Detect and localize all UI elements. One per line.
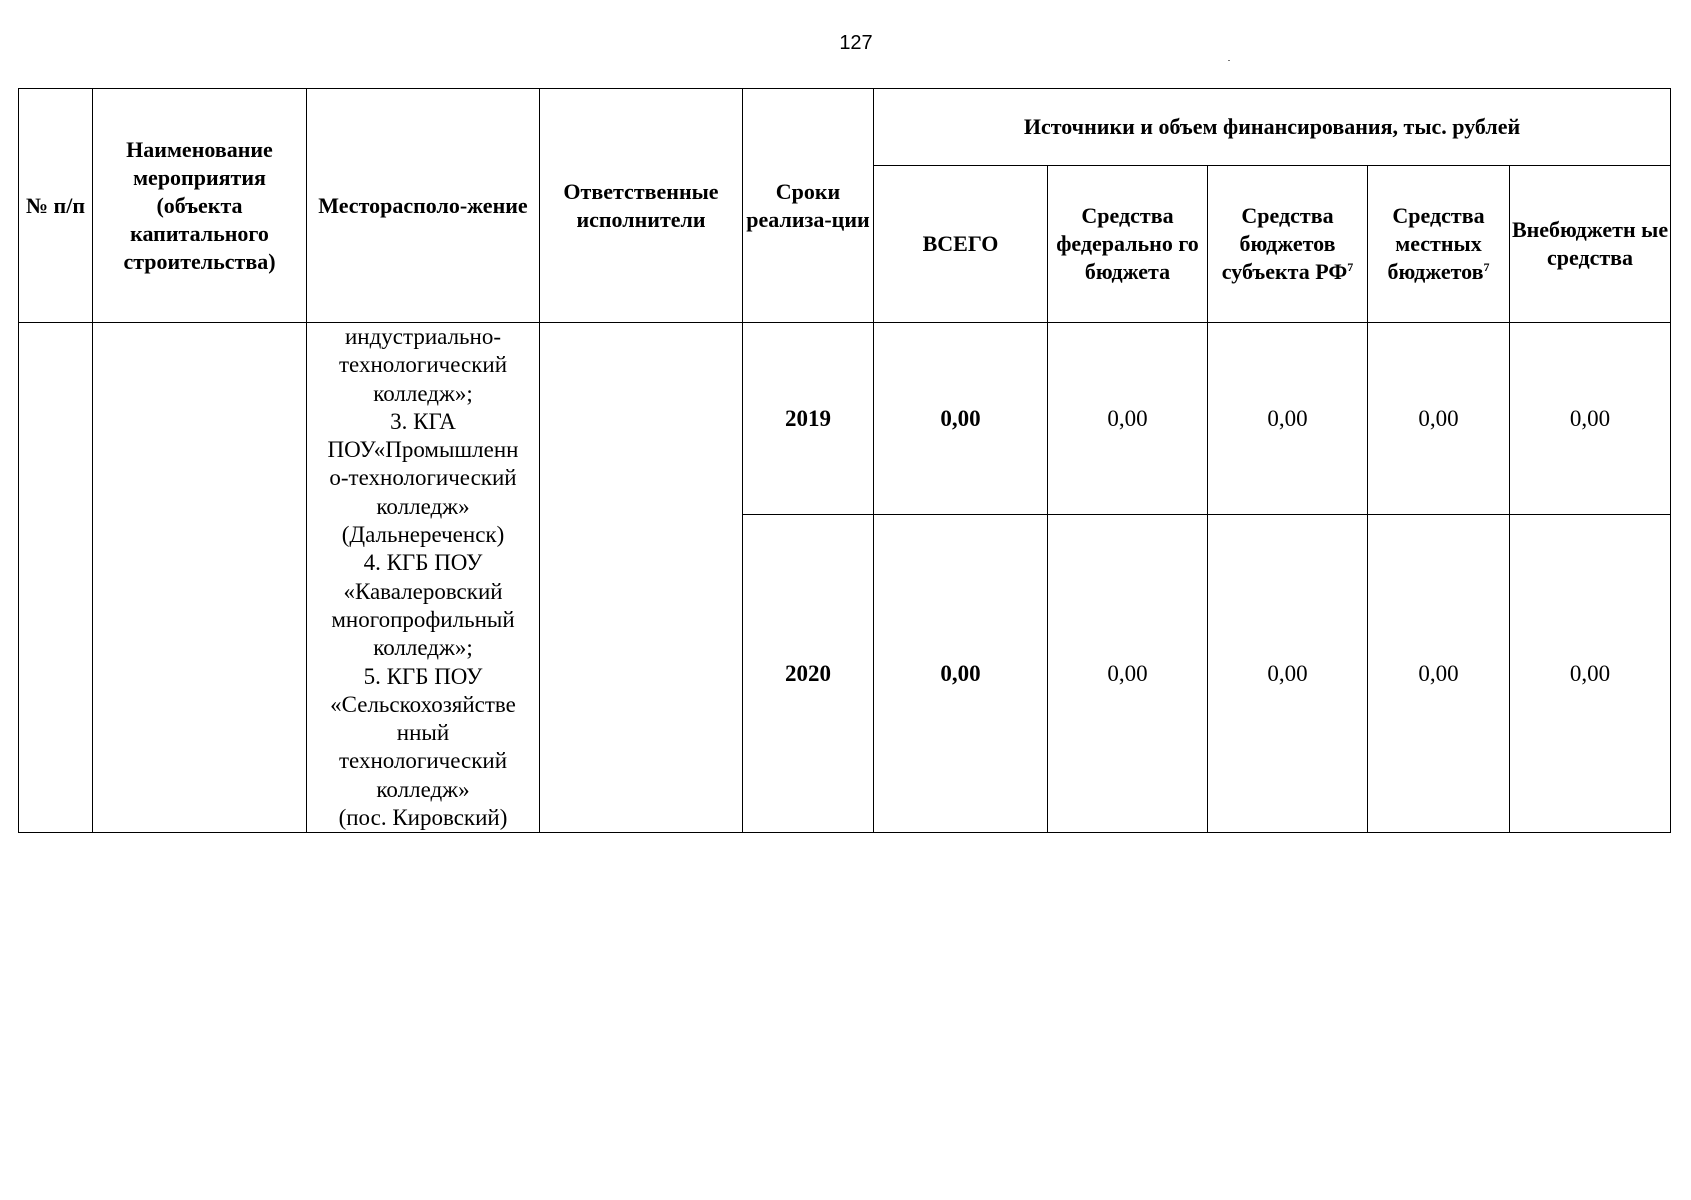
cell-executors — [540, 323, 743, 833]
header-financing-group: Источники и объем финансирования, тыс. рублей — [874, 89, 1671, 166]
location-line: 5. КГБ ПОУ — [363, 663, 483, 689]
location-line: колледж»; — [373, 635, 473, 661]
location-line: колледж» — [376, 493, 470, 519]
header-row-1 — [19, 89, 1671, 166]
cell-name — [93, 323, 307, 833]
header-local-footnote: 7 — [1483, 260, 1490, 274]
header-federal: Средства федерально го бюджета — [1048, 166, 1208, 323]
location-line: 4. КГБ ПОУ — [363, 550, 483, 576]
location-line: «Кавалеровский — [343, 578, 503, 604]
header-name: Наименование мероприятия (объекта капитального строительства) — [93, 89, 307, 323]
header-num: № п/п — [19, 89, 93, 323]
location-line: ПОУ«Промышленн — [327, 437, 519, 463]
cell-total: 0,00 — [874, 515, 1048, 833]
header-regional — [1208, 166, 1368, 323]
cell-num — [19, 323, 93, 833]
cell-federal: 0,00 — [1048, 323, 1208, 515]
header-local-text: Средства местных бюджетов — [1387, 203, 1485, 284]
header-terms: Сроки реализа-ции — [743, 89, 874, 323]
scan-speck — [1228, 60, 1230, 61]
header-extra: Внебюджетн ые средства — [1510, 166, 1671, 323]
location-line: колледж»; — [373, 380, 473, 406]
cell-year: 2019 — [743, 323, 874, 515]
location-line: «Сельскохозяйстве — [330, 691, 516, 717]
location-line: нный — [396, 720, 450, 746]
header-regional-footnote: 7 — [1347, 260, 1354, 274]
location-line: технологический — [338, 352, 508, 378]
cell-year: 2020 — [743, 515, 874, 833]
location-line: технологический — [338, 748, 508, 774]
cell-local: 0,00 — [1368, 323, 1510, 515]
cell-local: 0,00 — [1368, 515, 1510, 833]
financing-table — [18, 88, 1671, 833]
cell-extra: 0,00 — [1510, 515, 1671, 833]
cell-total: 0,00 — [874, 323, 1048, 515]
header-local — [1368, 166, 1510, 323]
page-number: 127 — [839, 32, 873, 54]
cell-federal: 0,00 — [1048, 515, 1208, 833]
location-line: о-технологический — [329, 465, 517, 491]
location-line: (пос. Кировский) — [338, 805, 508, 831]
location-line: колледж» — [376, 776, 470, 802]
cell-extra: 0,00 — [1510, 323, 1671, 515]
cell-location — [307, 323, 540, 833]
cell-regional: 0,00 — [1208, 515, 1368, 833]
location-line: индустриально- — [344, 324, 501, 349]
header-regional-text: Средства бюджетов субъекта РФ — [1221, 203, 1348, 284]
header-executors: Ответственные исполнители — [540, 89, 743, 323]
location-line: 3. КГА — [390, 408, 456, 434]
header-location: Месторасполо-жение — [307, 89, 540, 323]
table-row-2019 — [19, 323, 1671, 515]
location-line: (Дальнереченск) — [341, 522, 505, 548]
header-total: ВСЕГО — [874, 166, 1048, 323]
location-line: многопрофильный — [331, 606, 515, 632]
cell-regional: 0,00 — [1208, 323, 1368, 515]
